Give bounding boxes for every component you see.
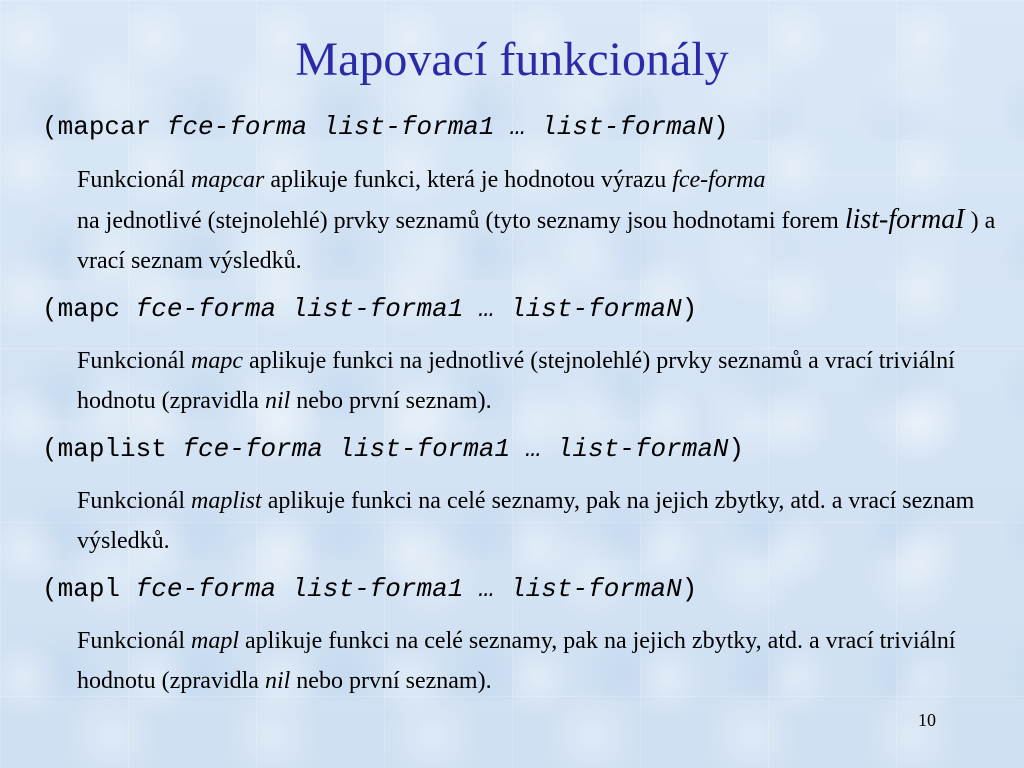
desc-emphasis: mapc [191, 348, 243, 374]
open-paren: ( [42, 294, 58, 324]
close-paren: ) [728, 434, 745, 464]
desc-text: ) a vrací seznam výsledků. [77, 208, 996, 274]
close-paren: ) [681, 574, 698, 604]
desc-text: aplikuje funkci na jednotlivé (stejnolehlé) prvky seznamů a vrací triviální hodnotu (zpravidla [77, 348, 955, 414]
desc-emphasis: nil [264, 388, 291, 414]
desc-emphasis: fce-forma [672, 167, 766, 193]
description-mapc [77, 341, 997, 421]
desc-emphasis: maplist [191, 488, 262, 514]
function-args: fce-forma list-forma1 … list-formaN [182, 434, 729, 464]
open-paren: ( [42, 434, 58, 464]
desc-text: Funkcionál [77, 628, 191, 654]
desc-text: aplikuje funkci na celé seznamy, pak na jejich zbytky, atd. a vrací triviální hodnotu (zpravidla [77, 628, 956, 694]
function-name: maplist [57, 434, 167, 464]
desc-emphasis: mapl [191, 628, 239, 654]
function-name: mapc [57, 294, 121, 324]
slide-title: Mapovací funkcionály [295, 33, 729, 86]
desc-text: Funkcionál [77, 348, 191, 374]
function-args: fce-forma list-forma1 … list-formaN [166, 112, 713, 142]
desc-text: na jednotlivé (stejnolehlé) prvky seznamů (tyto seznamy jsou hodnotami forem [77, 208, 845, 234]
description-mapl [77, 621, 997, 701]
desc-emphasis: nil [264, 668, 291, 694]
desc-text: Funkcionál [77, 167, 191, 193]
open-paren: ( [42, 112, 58, 142]
function-name: mapcar [57, 112, 152, 142]
syntax-line-mapcar [42, 110, 729, 144]
syntax-line-maplist [42, 432, 744, 466]
close-paren: ) [681, 294, 698, 324]
description-maplist [77, 481, 997, 561]
desc-text: aplikuje funkci, která je hodnotou výrazu [264, 167, 673, 193]
page-number: 10 [918, 710, 936, 730]
function-name: mapl [57, 574, 121, 604]
desc-emphasis: mapcar [191, 167, 265, 193]
open-paren: ( [42, 574, 58, 604]
desc-text: nebo první seznam). [290, 668, 492, 694]
desc-text: Funkcionál [77, 488, 191, 514]
desc-text: nebo první seznam). [290, 388, 492, 414]
desc-text: aplikuje funkci na celé seznamy, pak na jejich zbytky, atd. a vrací seznam výsledků. [77, 488, 975, 554]
desc-emphasis: list-formaI [844, 204, 965, 235]
syntax-line-mapc [42, 292, 697, 326]
function-args: fce-forma list-forma1 … list-formaN [135, 574, 682, 604]
function-args: fce-forma list-forma1 … list-formaN [135, 294, 682, 324]
description-mapcar [77, 160, 997, 281]
syntax-line-mapl [42, 572, 697, 606]
close-paren: ) [712, 112, 729, 142]
